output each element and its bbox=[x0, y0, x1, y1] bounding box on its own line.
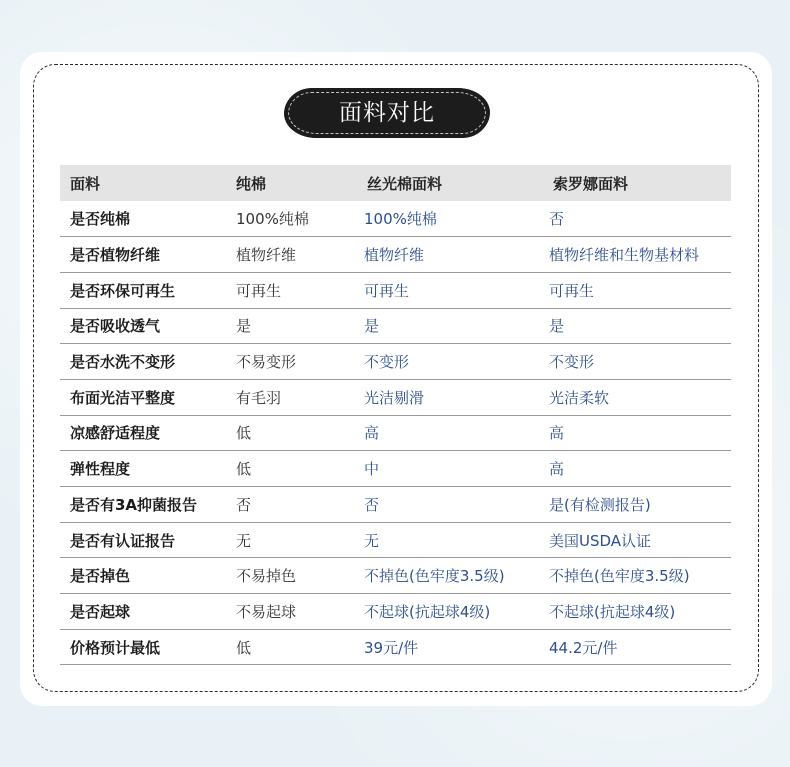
sorona-value: 是(有检测报告) bbox=[549, 495, 651, 514]
cotton-value: 可再生 bbox=[236, 281, 282, 300]
table-row bbox=[60, 308, 731, 344]
table-row bbox=[60, 558, 731, 594]
mercerized-cotton-value: 无 bbox=[364, 531, 380, 550]
cotton-value: 低 bbox=[236, 638, 252, 657]
table-body bbox=[60, 201, 731, 665]
cotton-value: 100%纯棉 bbox=[236, 210, 309, 229]
row-label: 布面光洁平整度 bbox=[70, 388, 176, 407]
header-cell-attribute: 面料 bbox=[70, 174, 101, 193]
mercerized-cotton-value: 可再生 bbox=[364, 281, 410, 300]
table-row bbox=[60, 594, 731, 630]
mercerized-cotton-value: 中 bbox=[364, 460, 380, 479]
mercerized-cotton-value: 是 bbox=[364, 317, 380, 336]
sorona-value: 美国USDA认证 bbox=[549, 531, 652, 550]
row-label: 是否吸收透气 bbox=[70, 317, 161, 336]
row-label: 是否植物纤维 bbox=[70, 246, 161, 265]
cotton-value: 无 bbox=[236, 531, 252, 550]
table-row bbox=[60, 522, 731, 558]
row-label: 弹性程度 bbox=[70, 460, 131, 479]
table-row bbox=[60, 629, 731, 665]
header-cell-sorona: 索罗娜面料 bbox=[553, 174, 629, 193]
sorona-value: 不变形 bbox=[549, 353, 595, 372]
table-row bbox=[60, 487, 731, 523]
sorona-value: 是 bbox=[549, 317, 565, 336]
comparison-table bbox=[60, 165, 731, 665]
sorona-value: 否 bbox=[549, 210, 565, 229]
sorona-value: 不起球(抗起球4级) bbox=[549, 602, 676, 621]
header-cell-mercerized-cotton: 丝光棉面料 bbox=[367, 174, 443, 193]
row-label: 是否环保可再生 bbox=[70, 281, 176, 300]
row-label: 是否纯棉 bbox=[70, 210, 131, 229]
cotton-value: 不易变形 bbox=[236, 353, 297, 372]
cotton-value: 低 bbox=[236, 424, 252, 443]
row-label: 是否有认证报告 bbox=[70, 531, 176, 550]
mercerized-cotton-value: 不起球(抗起球4级) bbox=[364, 602, 491, 621]
row-label: 是否有3A抑菌报告 bbox=[70, 495, 198, 514]
header-cell-cotton: 纯棉 bbox=[236, 174, 267, 193]
table-row bbox=[60, 415, 731, 451]
cotton-value: 有毛羽 bbox=[236, 388, 282, 407]
mercerized-cotton-value: 不掉色(色牢度3.5级) bbox=[364, 567, 505, 586]
sorona-value: 44.2元/件 bbox=[549, 638, 618, 657]
mercerized-cotton-value: 植物纤维 bbox=[364, 246, 425, 265]
table-row bbox=[60, 201, 731, 237]
cotton-value: 植物纤维 bbox=[236, 246, 297, 265]
sorona-value: 植物纤维和生物基材料 bbox=[549, 246, 700, 265]
mercerized-cotton-value: 39元/件 bbox=[364, 638, 419, 657]
table-row bbox=[60, 451, 731, 487]
cotton-value: 否 bbox=[236, 495, 252, 514]
cotton-value: 不易起球 bbox=[236, 602, 297, 621]
table-row bbox=[60, 344, 731, 380]
cotton-value: 不易掉色 bbox=[236, 567, 297, 586]
row-label: 是否水洗不变形 bbox=[70, 353, 176, 372]
sorona-value: 高 bbox=[549, 424, 565, 443]
table-row bbox=[60, 237, 731, 273]
row-label: 凉感舒适程度 bbox=[70, 424, 161, 443]
page-title: 面料对比 bbox=[339, 100, 435, 126]
mercerized-cotton-value: 100%纯棉 bbox=[364, 210, 437, 229]
table-header-row bbox=[60, 165, 731, 201]
sorona-value: 高 bbox=[549, 460, 565, 479]
table-row bbox=[60, 272, 731, 308]
table-row bbox=[60, 379, 731, 415]
row-label: 是否掉色 bbox=[70, 567, 131, 586]
sorona-value: 不掉色(色牢度3.5级) bbox=[549, 567, 690, 586]
cotton-value: 低 bbox=[236, 460, 252, 479]
sorona-value: 可再生 bbox=[549, 281, 595, 300]
mercerized-cotton-value: 不变形 bbox=[364, 353, 410, 372]
sorona-value: 光洁柔软 bbox=[549, 388, 610, 407]
row-label: 是否起球 bbox=[70, 602, 131, 621]
cotton-value: 是 bbox=[236, 317, 252, 336]
mercerized-cotton-value: 光洁剔滑 bbox=[364, 388, 425, 407]
mercerized-cotton-value: 否 bbox=[364, 495, 380, 514]
row-label: 价格预计最低 bbox=[70, 638, 161, 657]
mercerized-cotton-value: 高 bbox=[364, 424, 380, 443]
